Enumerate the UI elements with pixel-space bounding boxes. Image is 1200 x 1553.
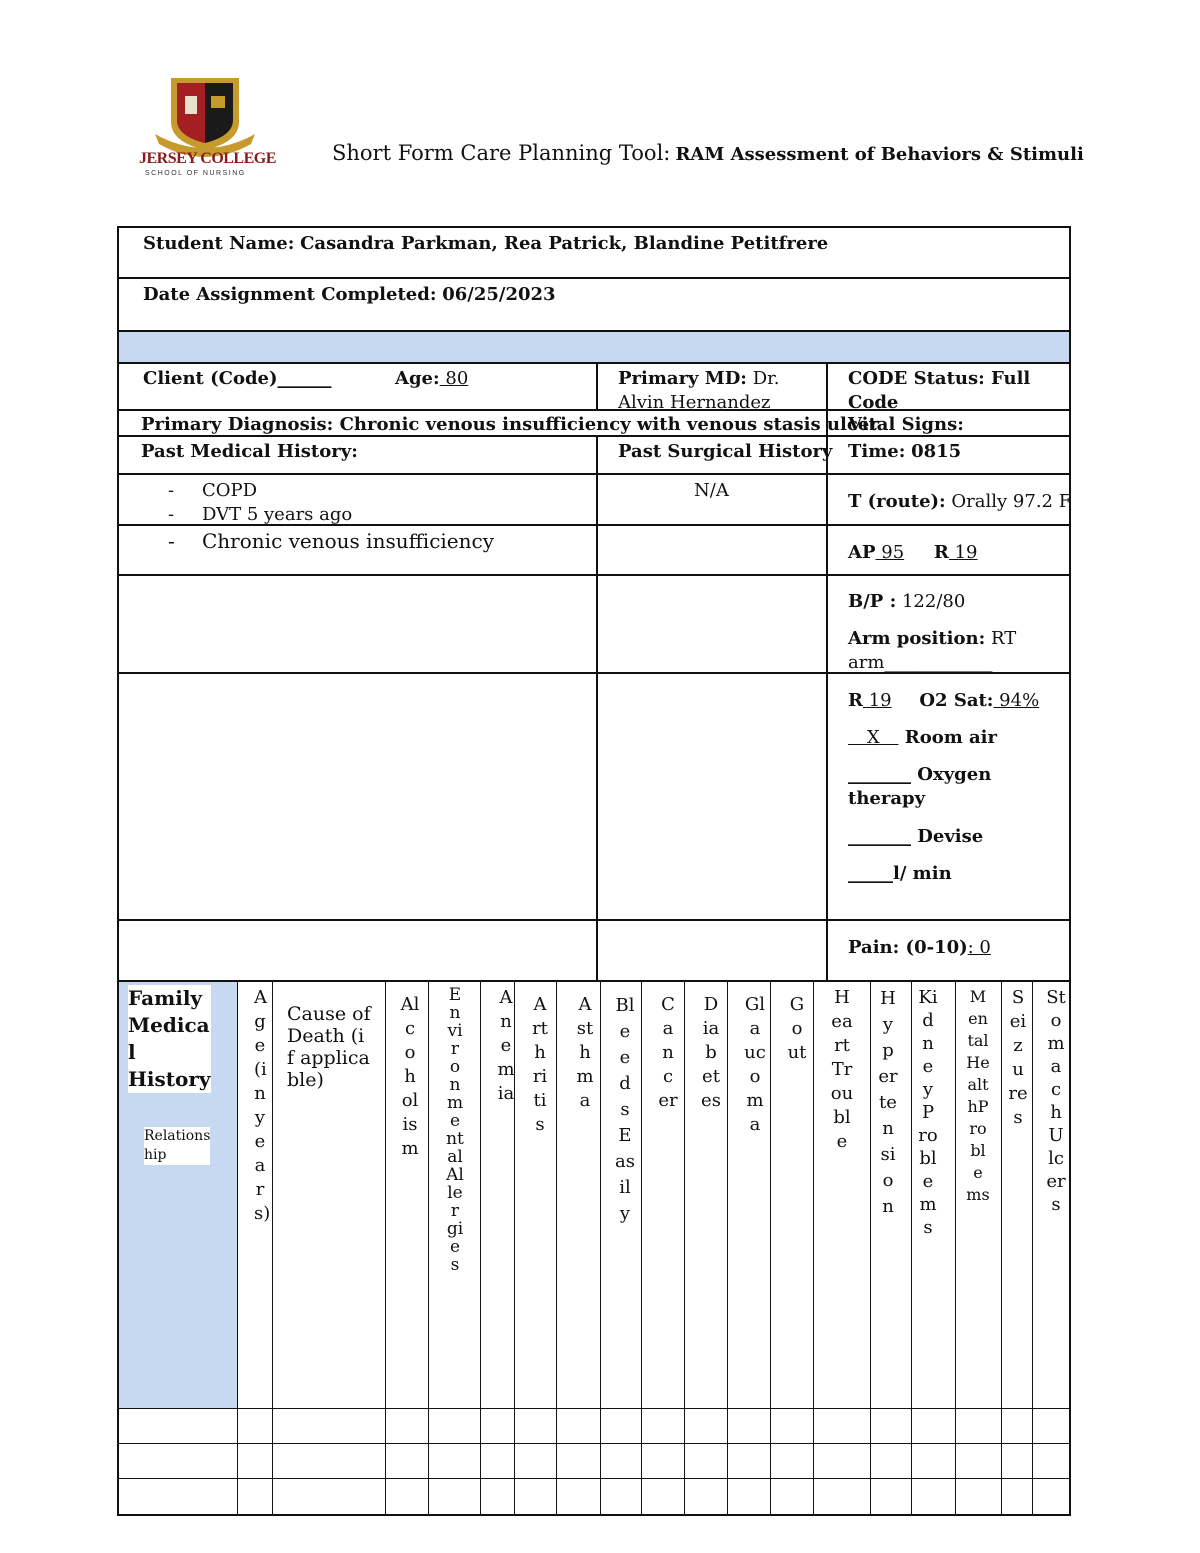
time-value: 0815 — [911, 441, 962, 462]
pmh-item-3: - Chronic venous insufficiency — [168, 529, 495, 553]
col-cancer: Cancer — [658, 994, 678, 1111]
family-history-title: Family Medica l History — [128, 986, 211, 1091]
r2-value: 19 — [862, 690, 892, 711]
oxygen-label: Oxygen — [917, 764, 992, 785]
arm-value-1: RT — [990, 628, 1017, 649]
col-seizures: Seizures — [1008, 987, 1028, 1128]
room-air — [848, 726, 997, 750]
pmh-item-2: - DVT 5 years ago — [168, 504, 353, 525]
college-logo — [135, 72, 275, 184]
col-hypertension: Hypertension — [878, 988, 898, 1217]
room-air-mark: X — [866, 727, 880, 748]
date-label: Date Assignment Completed: — [143, 284, 437, 305]
arm-value-2: arm — [848, 652, 885, 673]
primary-diagnosis — [141, 413, 879, 437]
temp-label: T (route): — [848, 491, 946, 512]
md-value-2: Alvin Hernandez — [618, 392, 771, 413]
client-age — [395, 367, 468, 391]
r-value: 19 — [948, 542, 978, 563]
liters-per-min: _____l/ min — [848, 863, 952, 884]
pain-scale — [848, 936, 991, 960]
table-row[interactable] — [119, 1410, 1068, 1442]
age-label: Age: — [395, 368, 440, 389]
pmh-item-1: - COPD — [168, 480, 258, 501]
col-asthma: Asthma — [576, 994, 594, 1111]
arm-label: Arm position: — [848, 628, 986, 649]
col-gout: Gout — [787, 994, 807, 1063]
time-label: Time: — [848, 441, 906, 462]
col-stomach-ulcers: StomachUlcers — [1046, 987, 1066, 1215]
table-row[interactable] — [119, 1480, 1068, 1512]
primary-md — [618, 367, 818, 415]
col-bleeds-easily: BleedsEasily — [615, 995, 635, 1224]
table-row[interactable] — [119, 1445, 1068, 1477]
relationship-label: Relations hip — [144, 1128, 211, 1163]
date-value: 06/25/2023 — [442, 284, 556, 305]
code-status-value-1: Full — [991, 368, 1031, 389]
bp-value: 122/80 — [901, 591, 966, 612]
time — [848, 440, 961, 464]
col-heart-trouble: HeartTrouble — [830, 987, 854, 1152]
col-alcoholism: Alcoholism — [400, 994, 420, 1159]
arm-position: Arm position: RT arm____________ — [848, 628, 1017, 673]
col-kidney-problems: KidneyProblems — [918, 987, 938, 1238]
logo-subtext: SCHOOL OF NURSING — [145, 170, 246, 177]
student-name-value: Casandra Parkman, Rea Patrick, Blandine Petitfrere — [300, 233, 829, 254]
col-environmental-allergies: EnvironmentalAllergies — [446, 985, 464, 1275]
title-main: Short Form Care Planning Tool: — [332, 141, 671, 165]
col-diabetes: Diabetes — [701, 994, 721, 1111]
logo-text: JERSEY COLLEGE — [139, 150, 276, 167]
lmin-label: l/ min — [893, 863, 952, 884]
code-status-label: CODE Status: — [848, 368, 985, 389]
blood-pressure — [848, 590, 965, 614]
pmh-label: Past Medical History: — [141, 441, 358, 462]
oxygen-therapy: _______ Oxygen therapy — [848, 764, 992, 809]
psh-label: Past Surgical History — [618, 441, 833, 462]
devise-label: Devise — [917, 826, 984, 847]
apical-pulse — [848, 541, 978, 565]
client-code: Client (Code)______ — [143, 368, 332, 389]
r-label: R — [933, 542, 949, 563]
col-glaucoma: Glaucoma — [744, 994, 766, 1135]
title-sub: RAM Assessment of Behaviors & Stimuli — [675, 144, 1084, 165]
code-status — [848, 367, 1063, 415]
pain-label: Pain: (0-10) — [848, 937, 968, 958]
page-title — [332, 141, 1084, 165]
col-anemia: Anemia — [497, 987, 515, 1104]
temperature — [848, 490, 1071, 514]
col-cause-of-death: Cause of Death (if applicable) — [287, 1003, 371, 1091]
age-value: 80 — [439, 368, 469, 389]
r2-label: R — [848, 690, 863, 711]
md-label: Primary MD: — [618, 368, 747, 389]
col-arthritis: Arthritis — [532, 994, 548, 1135]
bp-label: B/P : — [848, 591, 897, 612]
student-name — [143, 232, 828, 256]
pain-value: : 0 — [967, 937, 991, 958]
student-name-label: Student Name: — [143, 233, 295, 254]
date-completed — [143, 283, 556, 307]
md-value-1: Dr. — [752, 368, 780, 389]
resp-o2 — [848, 689, 1039, 713]
code-status-value-2: Code — [848, 392, 899, 413]
devise: _______ Devise — [848, 826, 984, 847]
col-age: Age(in years) — [254, 987, 271, 1224]
temp-value: Orally 97.2 F — [951, 491, 1072, 512]
o2-value: 94% — [993, 690, 1040, 711]
diagnosis-value: Chronic venous insufficiency with venous stasis ulcer — [339, 414, 879, 435]
ap-value: 95 — [875, 542, 905, 563]
psh-value: N/A — [694, 480, 729, 501]
ap-label: AP — [848, 542, 876, 563]
therapy-label: therapy — [848, 788, 926, 809]
room-air-label: Room air — [904, 727, 998, 748]
vital-signs-label: Vital Signs: — [848, 414, 964, 435]
o2-label: O2 Sat: — [919, 690, 994, 711]
diagnosis-label: Primary Diagnosis: — [141, 414, 334, 435]
col-mental-health-problems: MentalHealthProblems — [966, 987, 990, 1204]
